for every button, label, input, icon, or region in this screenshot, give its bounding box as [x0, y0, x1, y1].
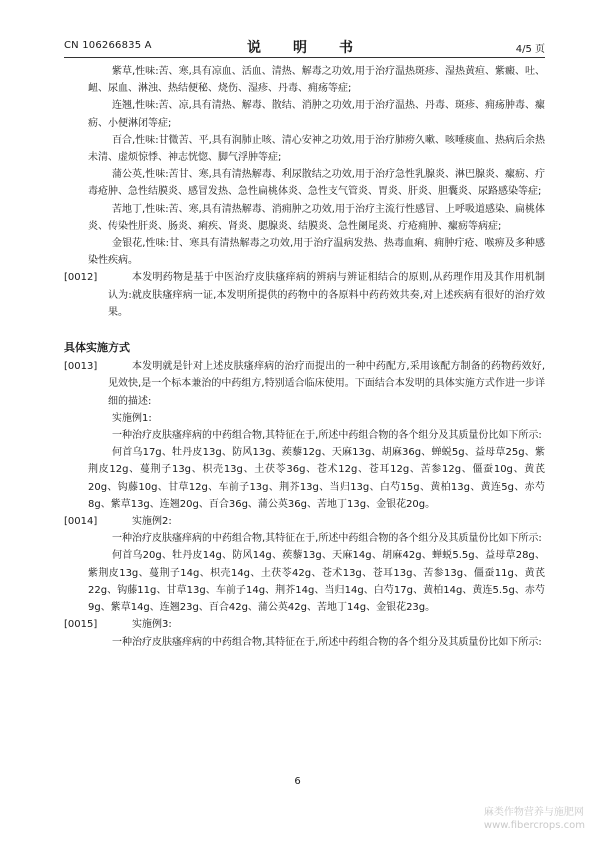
document-title: 说 明 书 [247, 40, 362, 56]
header-divider [64, 57, 545, 58]
watermark-line: www.fibercrops.com [483, 820, 585, 831]
paragraph-0014 [64, 513, 545, 530]
herb-paragraph: 蒲公英,性味:苦甘、寒,具有清热解毒、利尿散结之功效,用于治疗急性乳腺炎、淋巴腺炎、瘰疬、疔毒疮肿、急性结膜炎、感冒发热、急性扁桃体炎、急性支气管炎、胃炎、肝炎、胆囊炎、尿路感染等症; [88, 169, 545, 198]
document-body [64, 63, 545, 651]
paragraph-0015 [64, 616, 545, 633]
example-title: 实施例3: [132, 619, 172, 631]
section-heading: 具体实施方式 [64, 341, 130, 355]
page-indicator: 4/5 页 [515, 44, 545, 55]
herb-paragraph: 紫草,性味:苦、寒,具有凉血、活血、清热、解毒之功效,用于治疗温热斑疹、湿热黄疸、紫癜、吐、衄、尿血、淋浊、热结便秘、烧伤、湿疹、丹毒、痈疡等症; [88, 66, 545, 95]
page-header [64, 38, 545, 54]
herb-paragraph: 金银花,性味:甘、寒具有清热解毒之功效,用于治疗温病发热、热毒血痢、痈肿疔疮、喉痹及多种感染性疾病。 [88, 238, 545, 267]
herb-paragraph: 苦地丁,性味:苦、寒,具有清热解毒、消痈肿之功效,用于治疗主流行性感冒、上呼吸道感染、扁桃体炎、传染性肝炎、肠炎、痢疾、肾炎、腮腺炎、结膜炎、急性阑尾炎、疔疮痈肿、瘰疬等病症; [88, 203, 545, 232]
herb-paragraph: 百合,性味:甘微苦、平,具有润肺止咳、清心安神之功效,用于治疗肺痨久嗽、咳唾痰血、热病后余热未清、虚烦惊悸、神志恍惚、脚气浮肿等症; [88, 134, 545, 164]
paragraph-tag: [0013] [64, 361, 98, 373]
example-claim: 一种治疗皮肤瘙痒病的中药组合物,其特征在于,所述中药组合物的各个组分及其质量份比如下所示: [112, 533, 542, 545]
watermark-line: 麻类作物营养与施肥网 [483, 807, 584, 818]
example-claim: 一种治疗皮肤瘙痒病的中药组合物,其特征在于,所述中药组合物的各个组分及其质量份比如下所示: [112, 636, 542, 648]
example-claim: 一种治疗皮肤瘙痒病的中药组合物,其特征在于,所述中药组合物的各个组分及其质量份比如下所示: [112, 430, 542, 442]
example-formula: 何首乌20g、牡丹皮14g、防风14g、蒺藜13g、天麻14g、胡麻42g、蝉蜕5.5g、益母草28g、紫荆皮13g、蔓荆子14g、枳壳14g、土茯苓42g、苍术13g、苍耳13g、苦参13g、僵蚕11g、黄芪22g、钩藤11g、甘草13g、车前子14g、荆芥14g、当归14g、白芍17g、黄柏14g、黄连5.5g、赤芍9g、紫草14g、连翘23g、百合42g、蒲公英42g、苦地丁14g、金银花23g。 [88, 550, 545, 614]
paragraph-0013 [64, 358, 545, 410]
paragraph-text: 本发明药物是基于中医治疗皮肤瘙痒病的辨病与辨证相结合的原则,从药理作用及其作用机制认为:就皮肤瘙痒病一证,本发明所提供的药物中的各原料中药药效共奏,对上述疾病有很好的治疗效果。 [108, 272, 545, 318]
paragraph-tag: [0014] [64, 516, 98, 528]
page-number: 6 [294, 776, 301, 787]
paragraph-text: 本发明就是针对上述皮肤瘙痒病的治疗而提出的一种中药配方,采用该配方制备的药物药效好,见效快,是一个标本兼治的中药组方,特别适合临床使用。下面结合本发明的具体实施方式作进一步详细的描述: [108, 361, 545, 407]
example-formula: 何首乌17g、牡丹皮13g、防风13g、蒺藜12g、天麻13g、胡麻36g、蝉蜕5g、益母草25g、紫荆皮12g、蔓荆子13g、枳壳13g、土茯苓36g、苍术12g、苍耳12g、苦参12g、僵蚕10g、黄芪20g、钩藤10g、甘草12g、车前子13g、荆芥13g、当归13g、白芍15g、黄柏13g、黄连5g、赤芍8g、紫草13g、连翘20g、百合36g、蒲公英36g、苦地丁13g、金银花20g。 [88, 447, 545, 510]
paragraph-tag: [0015] [64, 619, 98, 631]
paragraph-0012 [64, 269, 545, 321]
watermark [484, 806, 585, 832]
paragraph-tag: [0012] [64, 272, 98, 284]
example-title: 实施例2: [132, 516, 172, 528]
herb-paragraph: 连翘,性味:苦、凉,具有清热、解毒、散结、消肿之功效,用于治疗温热、丹毒、斑疹、痈疡肿毒、瘰疬、小便淋闭等症; [88, 100, 545, 129]
example-title: 实施例1: [112, 412, 152, 424]
publication-number: CN 106266835 A [64, 40, 152, 51]
